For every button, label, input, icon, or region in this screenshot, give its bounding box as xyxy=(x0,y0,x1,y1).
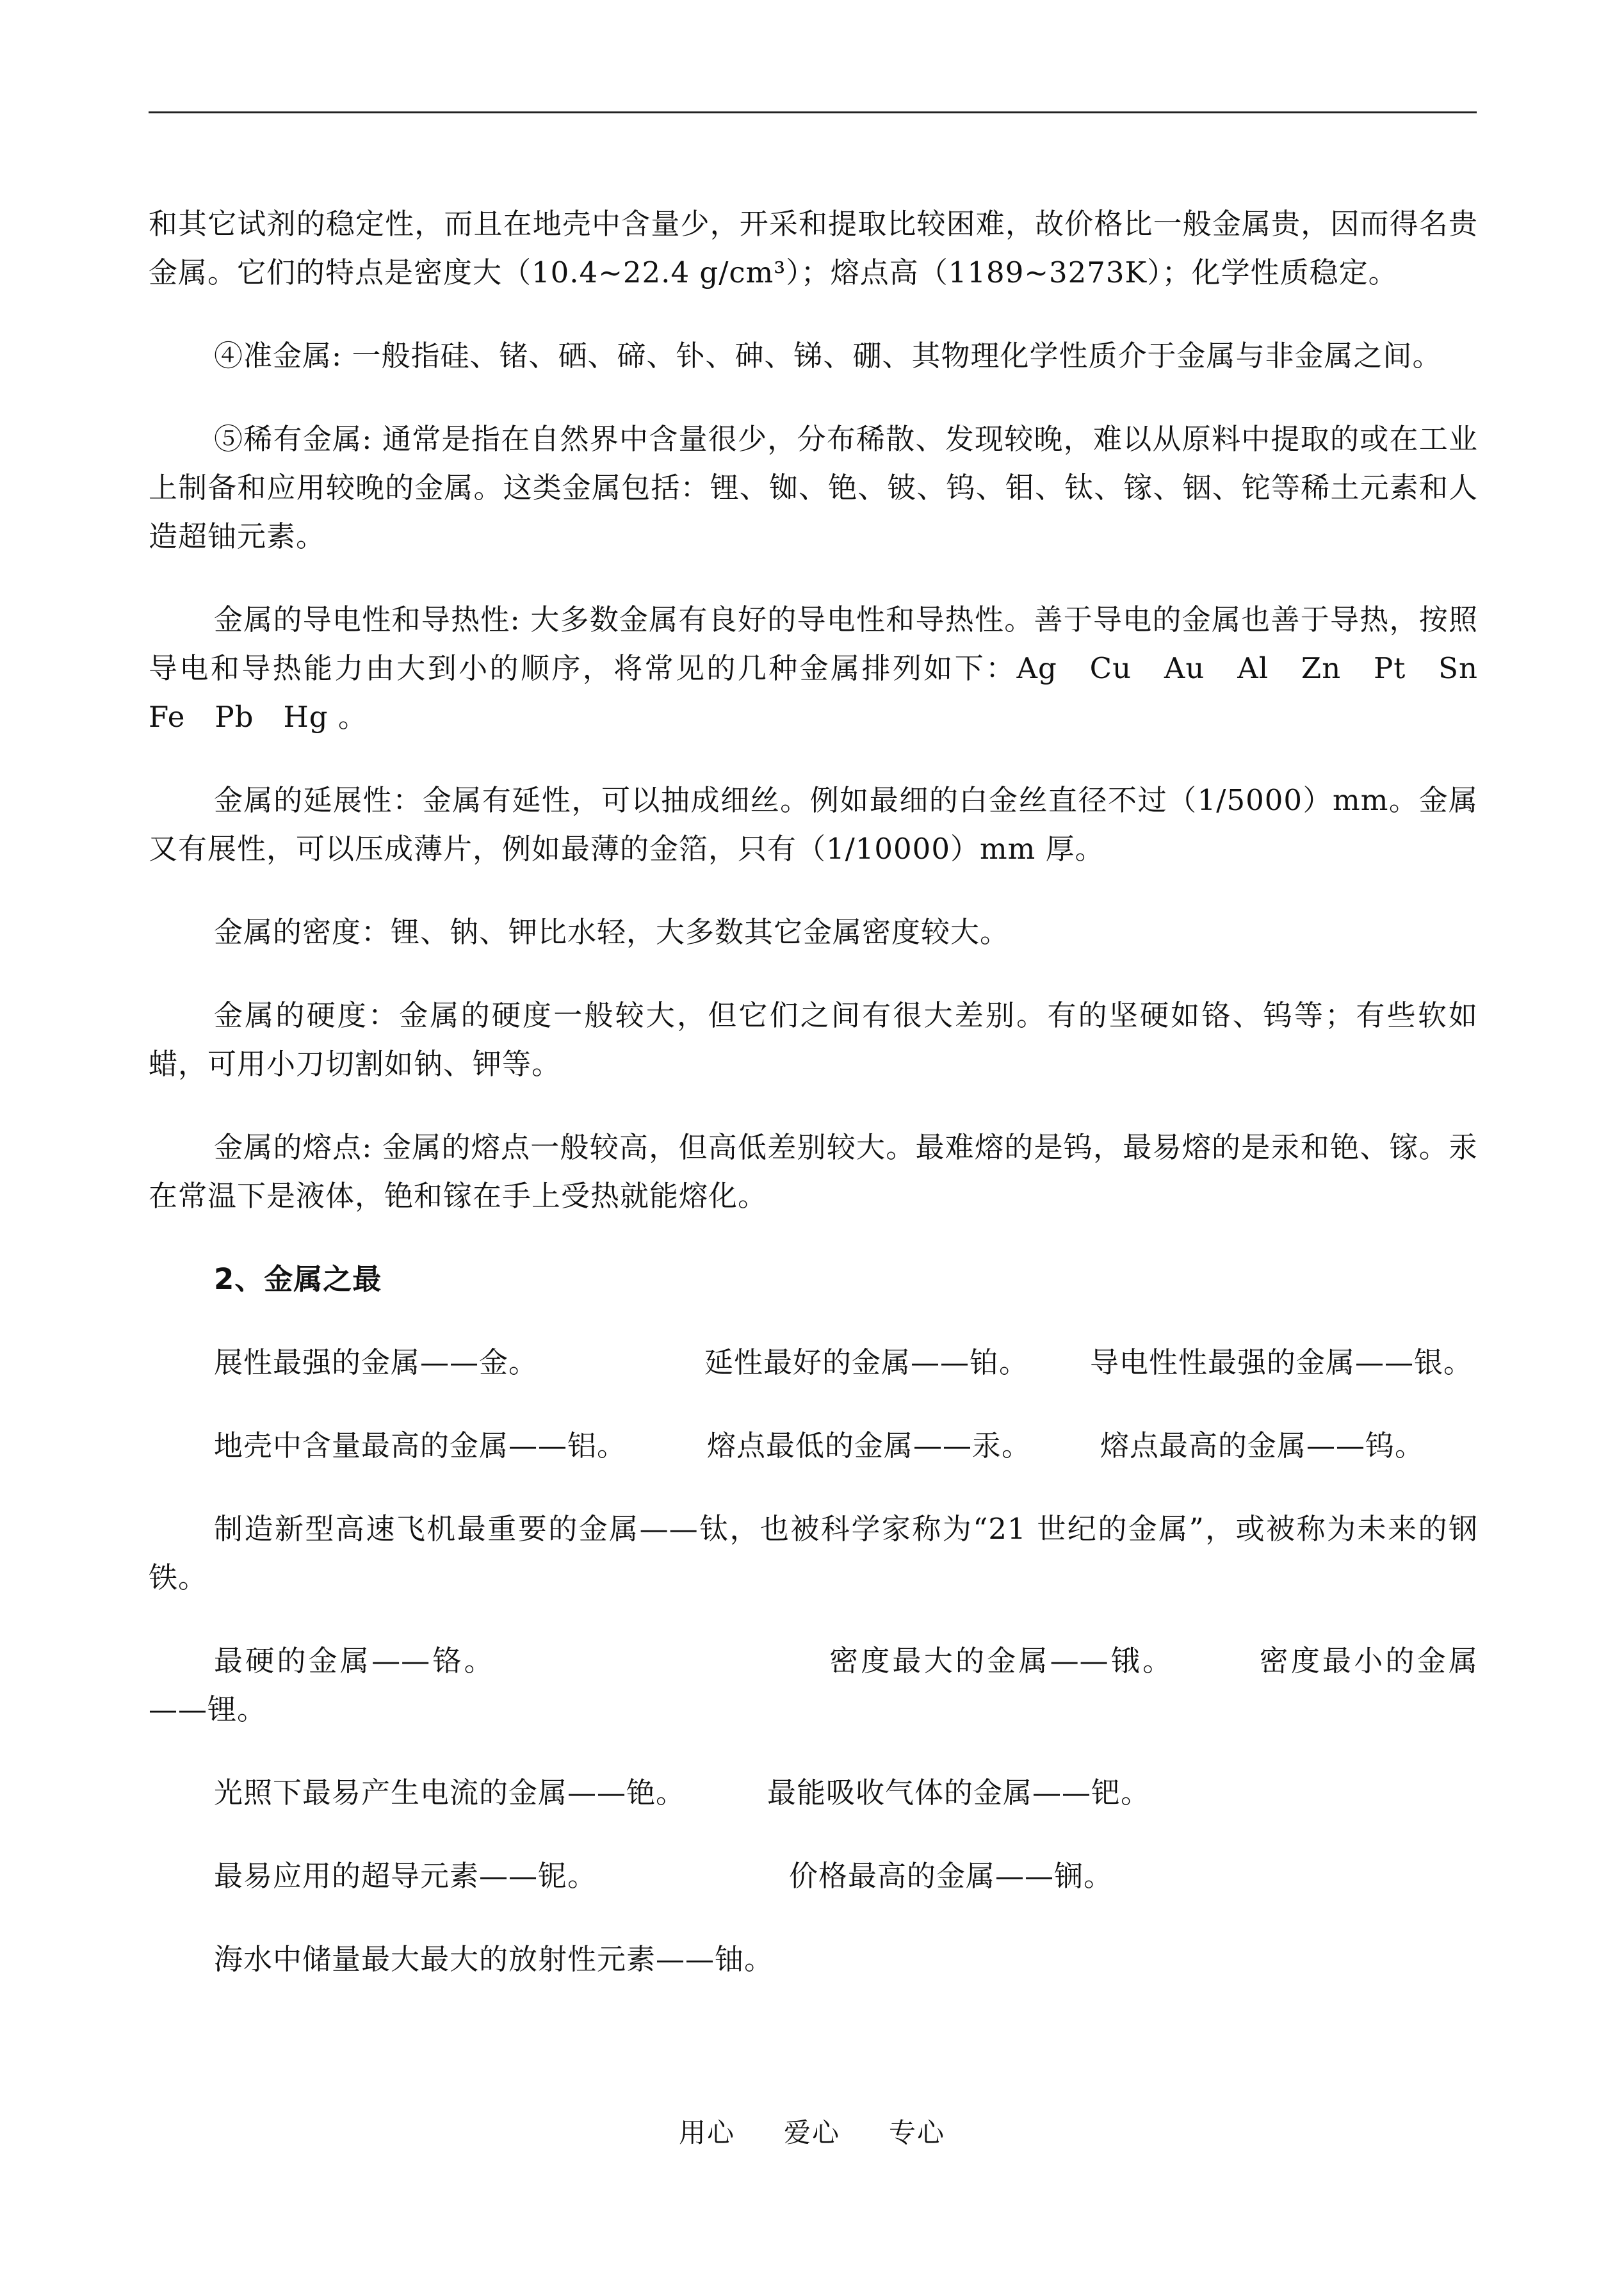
paragraph-metalloids: ④准金属: 一般指硅、锗、硒、碲、钋、砷、锑、硼、其物理化学性质介于金属与非金属之间。 xyxy=(214,339,1442,373)
superlative-item: 地壳中含量最高的金属——铝。 xyxy=(214,1429,627,1463)
paragraph-ductility xyxy=(149,776,1478,873)
superlative-item: 导电性性最强的金属——银。 xyxy=(1090,1345,1474,1379)
text-span: 最难熔的是钨，最易熔的是汞和铯、镓。 xyxy=(915,1130,1449,1164)
superlative-item: 密度最大的金属——锇。 xyxy=(827,1644,1174,1678)
superlative-item: 最能吸收气体的金属——钯。 xyxy=(767,1776,1151,1810)
paragraph-density: 金属的密度：锂、钠、钾比水轻，大多数其它金属密度较大。 xyxy=(214,915,1010,949)
text-span: 金属的导电性和导热性: 大多数金属有良好的导电性和导热性。 xyxy=(214,603,1034,637)
superlative-item: 熔点最低的金属——汞。 xyxy=(707,1429,1032,1463)
text-span: 汞在常温下是液体，铯和镓在手上受热就能熔化。 xyxy=(149,1130,1478,1213)
text-span: 和其它试剂的稳定性，而且在地壳中含量少，开采和提取比较困难，故价格比一般金属贵，因而得名贵金属。 xyxy=(149,207,1478,289)
superlative-row-3: 制造新型高速飞机最重要的金属——钛，也被科学家称为“21 世纪的金属”，或被称为未来的钢铁。 xyxy=(149,1512,1478,1594)
section-heading: 2、金属之最 xyxy=(214,1262,382,1296)
text-span: ⑤稀有金属: 通常是指在自然界中含量很少，分布稀散、发现较晚，难以从原料中提取的或在工业上制备和应用较晚的金属。 xyxy=(149,422,1478,505)
text-span: 金属又有展性，可以压成薄片，例如最薄的金箔，只有（1/10000）mm 厚。 xyxy=(149,783,1478,866)
paragraph-hardness xyxy=(149,991,1478,1089)
header-rule xyxy=(149,111,1477,113)
paragraph-conductivity xyxy=(149,596,1508,742)
document-body xyxy=(149,200,1508,2018)
footer-text: 用心 xyxy=(678,2117,735,2148)
paragraph-rare-metals xyxy=(149,415,1478,561)
text-span: 金属的延展性：金属有延性，可以抽成细丝。 xyxy=(214,783,810,817)
superlative-row-6 xyxy=(149,1852,1478,1901)
superlative-item: 熔点最高的金属——钨。 xyxy=(1100,1429,1425,1463)
text-span: 有的坚硬如铬、钨等；有些软如蜡，可用小刀切割如钠、钾等。 xyxy=(149,998,1478,1081)
superlative-item: 延性最好的金属——铂。 xyxy=(704,1345,1029,1379)
footer-text: 专心 xyxy=(889,2117,946,2148)
text-span: 金属的熔点: 金属的熔点一般较高，但高低差别较大。 xyxy=(214,1130,916,1164)
superlative-row-1 xyxy=(149,1338,1478,1387)
text-span: 它们的特点是密度大（10.4~22.4 g/cm³）；熔点高（1189~3273K）；化学性质稳定。 xyxy=(237,255,1398,289)
superlative-row-5 xyxy=(149,1769,1478,1817)
superlative-item: 价格最高的金属——锎。 xyxy=(789,1859,1114,1893)
text-span: 例如最细的白金丝直径不过（1/5000）mm。 xyxy=(809,783,1419,817)
page-footer xyxy=(0,2112,1624,2150)
superlative-row-4 xyxy=(149,1637,1478,1734)
superlative-item: 光照下最易产生电流的金属——铯。 xyxy=(214,1776,686,1810)
superlative-row-2 xyxy=(149,1422,1478,1470)
superlative-item: 密度最小的金属——锂。 xyxy=(149,1644,1478,1726)
text-span: 这类金属包括：锂、铷、铯、铍、钨、钼、钛、镓、铟、铊等稀土元素和人造超铀元素。 xyxy=(149,471,1478,553)
superlative-item: 最易应用的超导元素——铌。 xyxy=(214,1859,597,1893)
footer-text: 爱心 xyxy=(783,2117,840,2148)
superlative-item: 最硬的金属——铬。 xyxy=(214,1644,496,1678)
paragraph-melting-point xyxy=(149,1123,1478,1220)
paragraph-noble-metals xyxy=(149,200,1478,297)
superlative-item: 展性最强的金属——金。 xyxy=(214,1345,539,1379)
superlative-row-7: 海水中储量最大最大的放射性元素——铀。 xyxy=(214,1942,774,1976)
text-span: 金属的硬度：金属的硬度一般较大，但它们之间有很大差别。 xyxy=(214,998,1048,1032)
text-span: 善于导电的金属也善于导热，按照导电和导热能力由大到小的顺序，将常见的几种金属排列如下：Ag Cu Au Al Zn Pt Sn Fe Pb Hg 。 xyxy=(149,603,1508,734)
